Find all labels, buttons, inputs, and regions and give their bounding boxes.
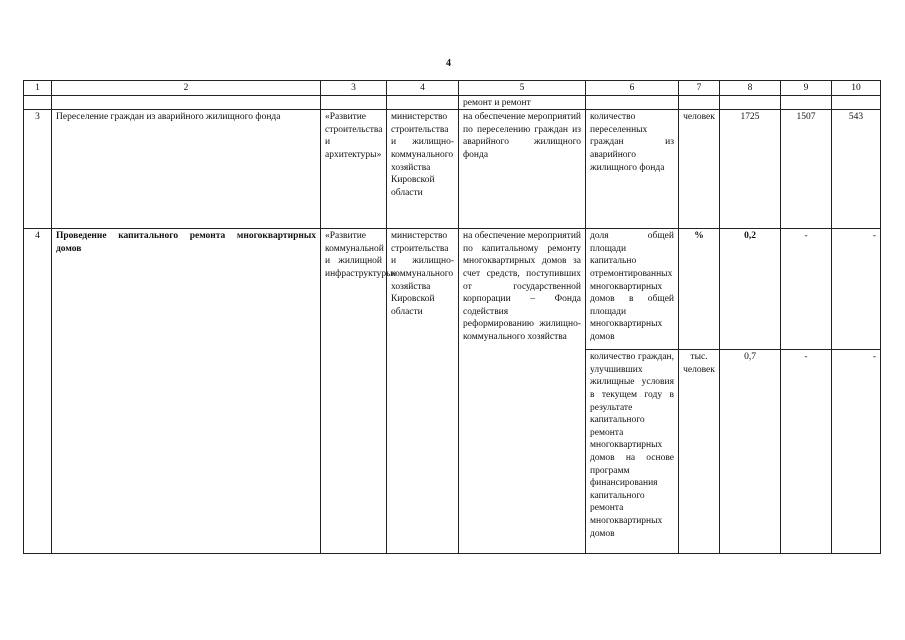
page-number: 4 — [446, 58, 451, 69]
indicator: количество граждан, улучшивших жилищные условия в текущем году в результате капитального ремонта многоквартирных домов на основе программ финансирования капитального ремонта многоквартирных домов — [586, 350, 679, 554]
column-header-3: 3 — [321, 81, 387, 96]
cont-cell — [52, 95, 321, 110]
value-col-8: 1725 — [720, 110, 781, 229]
cont-cell — [586, 95, 679, 110]
row-number: 4 — [24, 229, 52, 554]
unit: тыс. человек — [679, 350, 720, 554]
cont-cell — [321, 95, 387, 110]
measure: на обеспечение мероприятий по переселению граждан из аварийного жилищного фонда — [459, 110, 586, 229]
column-header-5: 5 — [459, 81, 586, 96]
value-col-10: - — [832, 229, 881, 350]
indicators-table — [23, 80, 881, 554]
unit: % — [679, 229, 720, 350]
value-col-9: - — [781, 350, 832, 554]
cont-cell — [832, 95, 881, 110]
value-col-9: - — [781, 229, 832, 350]
column-header-10: 10 — [832, 81, 881, 96]
table-row — [24, 229, 881, 350]
cont-cell — [720, 95, 781, 110]
column-header-4: 4 — [387, 81, 459, 96]
cont-cell — [679, 95, 720, 110]
value-col-10: - — [832, 350, 881, 554]
row-number: 3 — [24, 110, 52, 229]
column-header-9: 9 — [781, 81, 832, 96]
column-header-8: 8 — [720, 81, 781, 96]
cont-measure: ремонт и ремонт — [459, 95, 586, 110]
indicator: количество переселенных граждан из аварийного жилищного фонда — [586, 110, 679, 229]
column-number-row — [24, 81, 881, 96]
program-name: «Развитие строительства и архитектуры» — [321, 110, 387, 229]
column-header-6: 6 — [586, 81, 679, 96]
value-col-8: 0,2 — [720, 229, 781, 350]
value-col-9: 1507 — [781, 110, 832, 229]
goal-name: Переселение граждан из аварийного жилищного фонда — [52, 110, 321, 229]
executor: министерство строительства и жилищно-коммунального хозяйства Кировской области — [387, 229, 459, 554]
table-row — [24, 110, 881, 229]
column-header-2: 2 — [52, 81, 321, 96]
measure: на обеспечение мероприятий по капитальному ремонту многоквартирных домов за счет средств, поступивших от государственной корпорации – Фонда содействия реформированию жилищно-коммунального хозяйства — [459, 229, 586, 554]
unit: человек — [679, 110, 720, 229]
executor: министерство строительства и жилищно-коммунального хозяйства Кировской области — [387, 110, 459, 229]
goal-name: Проведение капитального ремонта многоквартирных домов — [52, 229, 321, 554]
cont-cell — [387, 95, 459, 110]
column-header-7: 7 — [679, 81, 720, 96]
cont-cell — [24, 95, 52, 110]
column-header-1: 1 — [24, 81, 52, 96]
value-col-8: 0,7 — [720, 350, 781, 554]
program-name: «Развитие коммунальной и жилищной инфраструктуры» — [321, 229, 387, 554]
continuation-row — [24, 95, 881, 110]
cont-cell — [781, 95, 832, 110]
indicator: доля общей площади капитально отремонтированных многоквартирных домов в общей площади многоквартирных домов — [586, 229, 679, 350]
value-col-10: 543 — [832, 110, 881, 229]
